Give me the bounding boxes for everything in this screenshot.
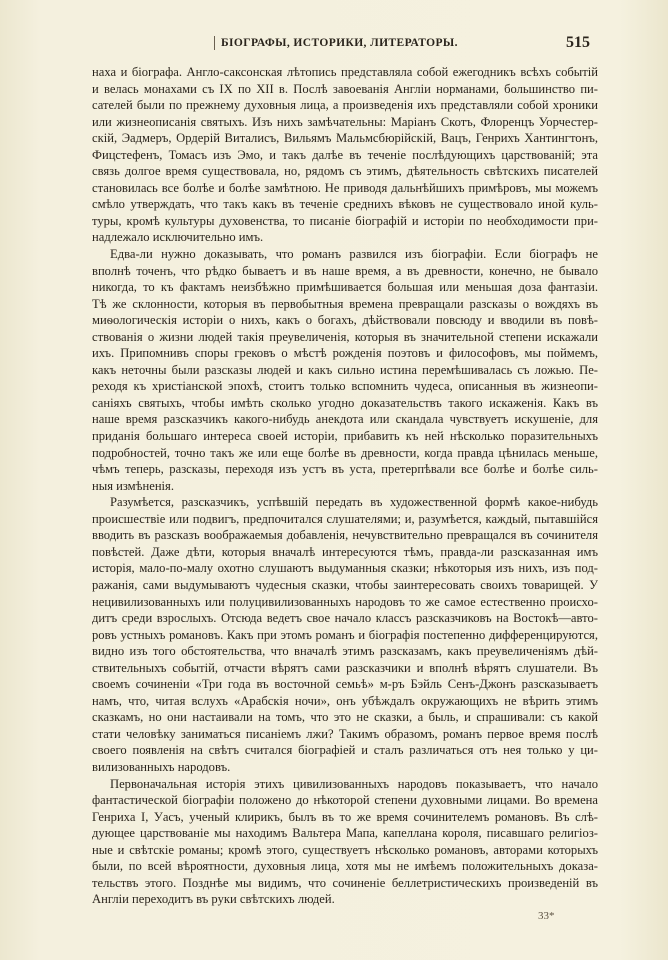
- text-line: Едва-ли нужно доказывать, что романъ развился изъ біографіи. Если біографъ не: [110, 247, 598, 262]
- text-line: ровъ устныхъ романовъ. Какъ при этомъ романъ и біографія постепенно дифференцируются,: [92, 627, 598, 642]
- text-line: туры, кромѣ культуры духовенства, то писаніе біографій и исторіи по необходимости при-: [92, 213, 598, 228]
- text-line: сателей были по прежнему духовныя лица, а произведенія ихъ представляли собой хроники: [92, 98, 598, 113]
- text-line: ствительныхъ событій, отчасти вѣрятъ сами разсказчики и вполнѣ вѣрятъ слушатели. Въ: [92, 660, 598, 675]
- text-line: никогда, то къ фактамъ неизбѣжно примѣшивается большая или меньшая доза фантазіи.: [92, 280, 598, 295]
- text-line: фантастической біографіи положено до нѣкоторой степени духовными лицами. Во времена: [92, 793, 598, 808]
- text-line: сказкамъ, но они настаивали на томъ, что это не сказки, а быль, и спрашивали: съ какой: [92, 710, 598, 725]
- text-line: чѣмъ теперь, разсказы, переходя изъ устъ въ уста, претерпѣвали все болѣе и болѣе силь-: [92, 462, 598, 477]
- text-line: повѣстей. Даже дѣти, которыя вначалѣ интересуются тѣмъ, правда-ли разсказанная имъ: [92, 544, 598, 559]
- text-line: исторія, мало-по-малу охотно слушаютъ выдуманныя сказки; нѣкоторыя изъ нихъ, изъ под-: [92, 561, 598, 576]
- text-line: становилась все болѣе и болѣе замѣтною. Не приводя дальнѣйшихъ примѣровъ, мы можемъ: [92, 180, 598, 195]
- text-line: наха и біографа. Англо-саксонская лѣтопись представляла собой ежегодникъ всѣхъ событій: [92, 65, 598, 79]
- text-line: какъ неточны были разсказы людей и какъ сильно истина перемѣшивалась съ ложью. Пе-: [92, 362, 598, 377]
- text-line: ствованія о жизни людей такія преувеличенія, которыя въ значительной степени искажали: [92, 329, 598, 344]
- text-line: саніяхъ святыхъ, чтобы имѣть сколько угодно доказательствъ такого искаженія. Какъ въ: [92, 395, 598, 410]
- text-line: стати человѣку заниматься писаніемъ лжи? Такимъ образомъ, романъ первое время послѣ: [92, 726, 598, 741]
- text-line: происшествіе или подвигъ, предпочитался слушателями; и, разумѣется, каждый, пытавшійся: [92, 511, 598, 526]
- text-line: Тѣ же склонности, которыя въ первобытныя времена превращали разсказы о вождяхъ въ: [92, 296, 598, 311]
- page-header: [0, 34, 668, 56]
- text-line: намъ, что, читая вслухъ «Арабскія ночи», онъ убѣждалъ окружающихъ не вѣрить этимъ: [92, 693, 598, 708]
- paragraph: [92, 494, 598, 775]
- text-line: ные и свѣтскіе романы; кромѣ этого, существуетъ нѣсколько романовъ, авторами которыхъ: [92, 842, 598, 857]
- running-title: БІОГРАФЫ, ИСТОРИКИ, ЛИТЕРАТОРЫ.: [214, 36, 458, 50]
- text-line: вполнѣ точенъ, что рѣдко бываетъ и въ наше время, а въ древности, конечно, не бывало: [92, 263, 598, 278]
- text-line: дующее царствованіе мы находимъ Вальтера Мапа, капеллана короля, писавшаго религіоз-: [92, 826, 598, 841]
- text-line: связь долгое время существовала, но, рядомъ съ этимъ, дѣятельность свѣтскихъ писателей: [92, 164, 598, 179]
- text-line: были, по всей вѣроятности, духовныя лица, хотя мы не имѣемъ положительныхъ доказа-: [92, 859, 598, 874]
- text-line: вилизованныхъ народовъ.: [92, 759, 231, 774]
- text-line: Англіи переходитъ въ руки свѣтскихъ людей.: [92, 892, 335, 907]
- paragraph: [92, 64, 598, 246]
- text-line: нецивилизованныхъ или полуцивилизованныхъ народовъ то же самое естественно происхо-: [92, 594, 598, 609]
- text-line: ражанія, сами выдумываютъ чудесныя сказки, чтобы заинтересовать своихъ товарищей. У: [92, 577, 598, 592]
- text-line: ихъ. Припомнивъ споры грековъ о мѣстѣ рожденія поэтовъ и философовъ, мы поймемъ,: [92, 346, 598, 361]
- text-line: смѣло утверждать, что такъ какъ въ теченіе среднихъ вѣковъ не существовало иной куль-: [92, 197, 598, 212]
- text-line: реходя къ христіанской эпохѣ, стоитъ только вспомнить чудеса, описанныя въ жизнеопи-: [92, 379, 598, 394]
- text-line: скій, Эадмеръ, Ордерій Виталисъ, Вильямъ Мальмсбюрійскій, Вацъ, Генрихъ Хантингтонъ,: [92, 131, 598, 146]
- text-line: вводить въ разсказъ воображаемыя добавленія, нечувствительно превращался въ сочинителя: [92, 528, 598, 543]
- paragraph: [92, 246, 598, 494]
- text-line: ныя измѣненія.: [92, 478, 174, 493]
- text-line: миѳологическія исторіи о нихъ, какъ о богахъ, дѣйствовали повсюду и вводили въ повѣ-: [92, 313, 598, 328]
- text-line: приданія большаго интереса своей исторіи, прибавить къ ней нѣсколько поразительныхъ: [92, 429, 598, 444]
- text-line: Разумѣется, разсказчикъ, успѣвшій передать въ художественной формѣ какое-нибудь: [110, 495, 598, 510]
- text-line: подробностей, точно такъ же или еще болѣе въ древности, когда правда цѣнилась меньше,: [92, 445, 598, 460]
- text-line: дитъ среди взрослыхъ. Отсюда ведетъ свое начало классъ разсказчиковъ на Востокѣ—авто-: [92, 611, 598, 626]
- text-line: наше время разсказчикъ какого-нибудь анекдота или скандала чувствуетъ искушеніе, для: [92, 412, 598, 427]
- text-line: и велась монахами съ IX по XII в. Послѣ завоеванія Англіи норманами, большинство пи-: [92, 81, 598, 96]
- text-line: Генриха I, Уасъ, ученый клирикъ, былъ въ то же время сочинителемъ романовъ. Въ слѣ-: [92, 809, 598, 824]
- text-line: Первоначальная исторія этихъ цивилизованныхъ народовъ показываетъ, что начало: [110, 776, 598, 791]
- signature-mark: 33*: [538, 910, 555, 922]
- paragraph: [92, 776, 598, 908]
- text-line: своемъ сочиненіи «Три года въ восточной семьѣ» м-ръ Бэйль Сенъ-Джонъ разсказываетъ: [92, 677, 598, 692]
- text-line: тельствъ этого. Позднѣе мы видимъ, что сочиненіе беллетристическихъ произведеній въ: [92, 875, 598, 890]
- text-line: или жизнеописанія святыхъ. Изъ нихъ замѣчательны: Маріанъ Скотъ, Флоренцъ Уорчестер-: [92, 114, 598, 129]
- text-line: видно изъ того обстоятельства, что вначалѣ этимъ разсказамъ, какъ преувеличеніямъ дѣй-: [92, 644, 598, 659]
- text-line: своего появленія на свѣтъ считался біографіей и сталъ различаться отъ нея только у ци-: [92, 743, 598, 758]
- page-number: 515: [566, 34, 590, 51]
- body-text: [92, 64, 598, 908]
- text-line: надлежало исключительно имъ.: [92, 230, 264, 245]
- text-line: Фицстефенъ, Томасъ изъ Эмо, и такъ далѣе въ теченіе послѣдующихъ царствованій; эта: [92, 147, 598, 162]
